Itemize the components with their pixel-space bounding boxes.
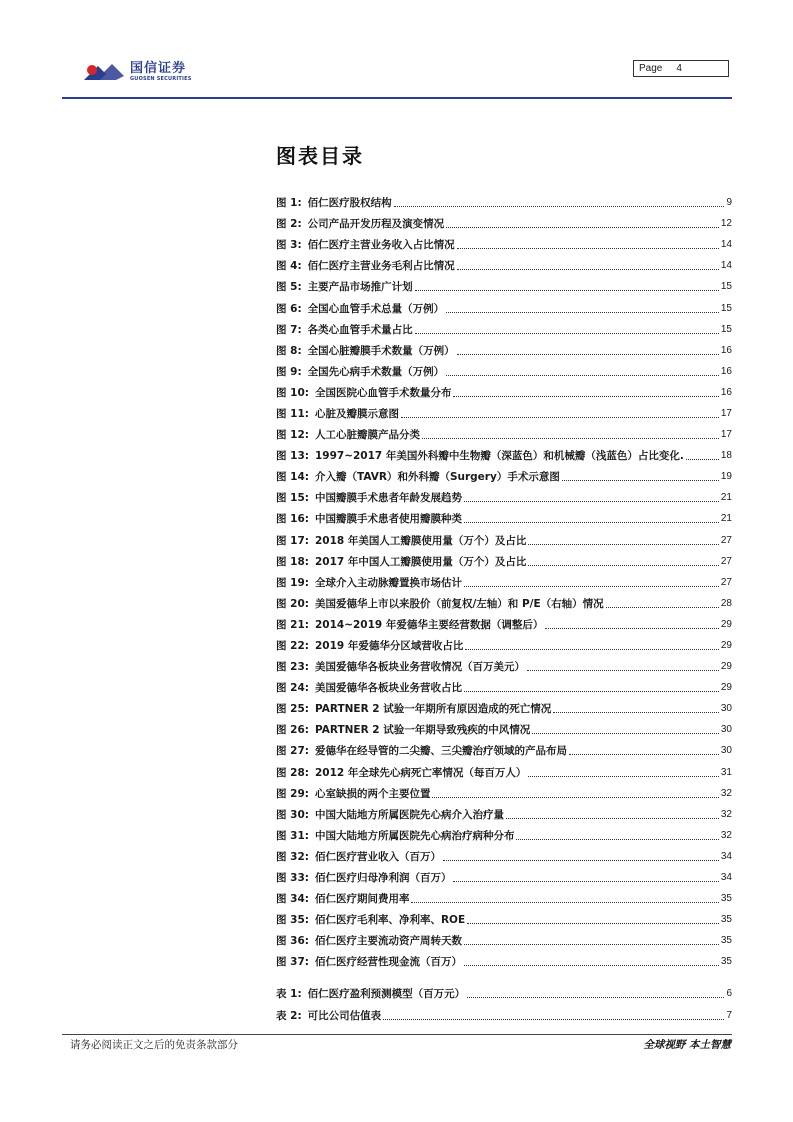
toc-entry-label: 图 23: <box>276 661 309 674</box>
toc-entry-label: 图 25: <box>276 703 309 716</box>
toc-entry-title: 介入瓣（TAVR）和外科瓣（Surgery）手术示意图 <box>314 471 560 484</box>
toc-entry-title: 全球介入主动脉瓣置换市场估计 <box>314 576 462 589</box>
toc-dot-leader <box>464 522 719 523</box>
toc-entry-label: 图 36: <box>276 935 309 948</box>
figure-toc-entry[interactable] <box>276 909 732 930</box>
toc-entry-title: 人工心脏瓣膜产品分类 <box>314 429 420 442</box>
toc-dot-leader <box>528 544 719 545</box>
toc-entry-label: 图 15: <box>276 492 309 505</box>
page-number: 4 <box>676 63 682 74</box>
table-toc-entry[interactable] <box>276 1005 732 1027</box>
figure-toc-entry[interactable] <box>276 297 732 318</box>
toc-entry-page: 16 <box>720 365 732 377</box>
toc-entry-title: 2014~2019 年爱德华主要经营数据（调整后） <box>314 618 544 631</box>
toc-dot-leader <box>457 354 719 355</box>
toc-entry-page: 30 <box>720 745 732 757</box>
figure-toc-entry[interactable] <box>276 951 732 972</box>
figure-toc-entry[interactable] <box>276 530 732 551</box>
toc-entry-page: 30 <box>720 724 732 736</box>
figure-toc-entry[interactable] <box>276 424 732 445</box>
toc-dot-leader <box>562 480 719 481</box>
toc-entry-title: 全国心脏瓣膜手术数量（万例） <box>307 344 455 357</box>
toc-entry-label: 图 3: <box>276 239 302 252</box>
toc-dot-leader <box>506 818 719 819</box>
figure-toc-entry[interactable] <box>276 255 732 276</box>
toc-entry-label: 图 5: <box>276 281 302 294</box>
toc-entry-page: 16 <box>720 344 732 356</box>
toc-entry-label: 图 30: <box>276 808 309 821</box>
toc-entry-page: 32 <box>720 808 732 820</box>
toc-dot-leader <box>443 860 719 861</box>
toc-entry-label: 图 9: <box>276 365 302 378</box>
toc-entry-page: 35 <box>720 956 732 968</box>
header-divider <box>62 97 732 99</box>
figure-toc-entry[interactable] <box>276 867 732 888</box>
toc-entry-page: 34 <box>720 872 732 884</box>
toc-entry-title: PARTNER 2 试验一年期所有原因造成的死亡情况 <box>314 703 552 716</box>
figure-toc-entry[interactable] <box>276 614 732 635</box>
figure-toc-entry[interactable] <box>276 551 732 572</box>
toc-dot-leader <box>415 290 719 291</box>
toc-entry-title: 中国大陆地方所属医院先心病介入治疗量 <box>314 808 504 821</box>
logo-english-name: GUOSEN SECURITIES <box>130 76 192 82</box>
toc-entry-label: 图 16: <box>276 513 309 526</box>
figure-toc-entry[interactable] <box>276 698 732 719</box>
toc-entry-page: 21 <box>720 513 732 525</box>
toc-entry-title: 心室缺损的两个主要位置 <box>314 787 431 800</box>
toc-entry-label: 图 12: <box>276 429 309 442</box>
toc-entry-title: 2018 年美国人工瓣膜使用量（万个）及占比 <box>314 534 527 547</box>
toc-entry-page: 35 <box>720 914 732 926</box>
toc-entry-title: 2012 年全球先心病死亡率情况（每百万人） <box>314 766 527 779</box>
toc-entry-page: 27 <box>720 555 732 567</box>
toc-entry-label: 图 35: <box>276 914 309 927</box>
figure-toc-entry[interactable] <box>276 635 732 656</box>
toc-entry-label: 图 14: <box>276 471 309 484</box>
toc-dot-leader <box>686 459 719 460</box>
toc-dot-leader <box>467 923 719 924</box>
toc-dot-leader <box>528 565 719 566</box>
toc-entry-page: 27 <box>720 576 732 588</box>
toc-dot-leader <box>446 375 719 376</box>
toc-entry-page: 32 <box>720 829 732 841</box>
toc-entry-label: 图 10: <box>276 386 309 399</box>
toc-entry-title: 美国爱德华各板块业务营收情况（百万美元） <box>314 661 525 674</box>
toc-entry-label: 图 20: <box>276 597 309 610</box>
toc-entry-title: 佰仁医疗股权结构 <box>307 197 392 210</box>
toc-entry-page: 28 <box>720 597 732 609</box>
figure-toc-entry[interactable] <box>276 825 732 846</box>
toc-entry-title: 佰仁医疗主营业务毛利占比情况 <box>307 260 455 273</box>
toc-entry-label: 图 18: <box>276 555 309 568</box>
toc-dot-leader <box>528 776 719 777</box>
toc-entry-label: 图 21: <box>276 618 309 631</box>
toc-dot-leader <box>446 227 719 228</box>
figure-toc-entry[interactable] <box>276 762 732 783</box>
toc-entry-title: 佰仁医疗归母净利润（百万） <box>314 872 452 885</box>
toc-entry-label: 图 37: <box>276 956 309 969</box>
figure-toc-entry[interactable] <box>276 593 732 614</box>
toc-entry-title: 1997~2017 年美国外科瓣中生物瓣（深蓝色）和机械瓣（浅蓝色）占比变化. <box>314 450 684 463</box>
toc-entry-page: 35 <box>720 935 732 947</box>
toc-entry-title: 中国大陆地方所属医院先心病治疗病种分布 <box>314 829 515 842</box>
toc-dot-leader <box>394 206 725 207</box>
figure-toc-entry[interactable] <box>276 656 732 677</box>
figure-toc-entry[interactable] <box>276 508 732 529</box>
toc-dot-leader <box>545 628 719 629</box>
toc-entry-label: 图 8: <box>276 344 302 357</box>
figure-toc-entry[interactable] <box>276 487 732 508</box>
figure-toc-entry[interactable] <box>276 276 732 297</box>
toc-dot-leader <box>411 902 718 903</box>
toc-entry-title: 佰仁医疗营业收入（百万） <box>314 850 441 863</box>
slogan-text: 全球视野 本土智慧 <box>643 1039 731 1051</box>
footer-divider <box>62 1034 732 1035</box>
figure-toc-entry[interactable] <box>276 445 732 466</box>
toc-dot-leader <box>464 586 719 587</box>
toc-dot-leader <box>453 881 718 882</box>
toc-entry-page: 17 <box>720 429 732 441</box>
toc-entry-label: 图 4: <box>276 260 302 273</box>
toc-entry-label: 图 27: <box>276 745 309 758</box>
toc-dot-leader <box>453 396 718 397</box>
toc-entry-page: 32 <box>720 787 732 799</box>
figure-toc-entry[interactable] <box>276 361 732 382</box>
toc-entry-label: 图 29: <box>276 787 309 800</box>
toc-entry-page: 30 <box>720 703 732 715</box>
toc-entry-page: 15 <box>720 302 732 314</box>
toc-entry-title: 心脏及瓣膜示意图 <box>314 407 399 420</box>
toc-dot-leader <box>527 670 719 671</box>
toc-entry-label: 图 1: <box>276 197 302 210</box>
toc-entry-page: 27 <box>720 534 732 546</box>
figure-toc-entry[interactable] <box>276 340 732 361</box>
toc-entry-page: 15 <box>720 281 732 293</box>
figure-toc-entry[interactable] <box>276 466 732 487</box>
toc-entry-title: 公司产品开发历程及演变情况 <box>307 218 445 231</box>
table-toc-entry[interactable] <box>276 983 732 1005</box>
toc-entry-title: 全国医院心血管手术数量分布 <box>314 386 452 399</box>
toc-entry-title: 佰仁医疗主营业务收入占比情况 <box>307 239 455 252</box>
toc-entry-title: 全国先心病手术数量（万例） <box>307 365 445 378</box>
toc-entry-page: 9 <box>726 197 732 209</box>
toc-entry-title: 美国爱德华上市以来股价（前复权/左轴）和 P/E（右轴）情况 <box>314 597 604 610</box>
figure-toc-entry[interactable] <box>276 846 732 867</box>
toc-entry-page: 31 <box>720 766 732 778</box>
toc-dot-leader <box>532 733 719 734</box>
toc-entry-page: 12 <box>720 218 732 230</box>
toc-dot-leader <box>606 607 719 608</box>
figure-toc-entry[interactable] <box>276 319 732 340</box>
guosen-logo-icon <box>82 60 126 84</box>
toc-entry-title: 全国心血管手术总量（万例） <box>307 302 445 315</box>
toc-entry-title: 爱德华在经导管的二尖瓣、三尖瓣治疗领域的产品布局 <box>314 745 567 758</box>
toc-dot-leader <box>553 712 719 713</box>
page-label: Page <box>639 63 663 74</box>
toc-entry-title: 中国瓣膜手术患者使用瓣膜种类 <box>314 513 462 526</box>
toc-entry-page: 29 <box>720 682 732 694</box>
toc-dot-leader <box>467 997 724 998</box>
toc-entry-page: 29 <box>720 640 732 652</box>
toc-entry-title: 各类心血管手术量占比 <box>307 323 413 336</box>
toc-entry-label: 图 34: <box>276 893 309 906</box>
toc-dot-leader <box>383 1019 724 1020</box>
toc-entry-title: 佰仁医疗期间费用率 <box>314 893 410 906</box>
toc-entry-label: 图 17: <box>276 534 309 547</box>
toc-entry-page: 15 <box>720 323 732 335</box>
toc-entry-title: 美国爱德华各板块业务营收占比 <box>314 682 462 695</box>
figure-toc-entry[interactable] <box>276 382 732 403</box>
toc-entry-label: 图 19: <box>276 576 309 589</box>
toc-entry-label: 图 26: <box>276 724 309 737</box>
toc-entry-page: 7 <box>726 1009 732 1021</box>
toc-entry-page: 19 <box>720 471 732 483</box>
figure-toc-entry[interactable] <box>276 234 732 255</box>
toc-dot-leader <box>465 649 719 650</box>
toc-dot-leader <box>464 691 719 692</box>
figure-toc-entry[interactable] <box>276 888 732 909</box>
toc-entry-label: 表 2: <box>276 1009 302 1022</box>
toc-entry-label: 图 28: <box>276 766 309 779</box>
toc-entry-title: 佰仁医疗盈利预测模型（百万元） <box>307 988 466 1001</box>
figure-toc-entry[interactable] <box>276 740 732 761</box>
toc-entry-title: 2017 年中国人工瓣膜使用量（万个）及占比 <box>314 555 527 568</box>
logo-chinese-name: 国信证券 <box>130 61 187 76</box>
toc-entry-label: 图 13: <box>276 450 309 463</box>
figure-toc-entry[interactable] <box>276 677 732 698</box>
figure-toc-entry[interactable] <box>276 783 732 804</box>
figure-toc-entry[interactable] <box>276 192 732 213</box>
toc-dot-leader <box>446 312 719 313</box>
figure-list <box>276 192 732 972</box>
toc-entry-title: 佰仁医疗毛利率、净利率、ROE <box>314 914 466 927</box>
toc-entry-label: 图 6: <box>276 302 302 315</box>
toc-entry-page: 14 <box>720 239 732 251</box>
toc-dot-leader <box>432 797 718 798</box>
disclaimer-text: 请务必阅读正文之后的免责条款部分 <box>70 1039 238 1051</box>
toc-dot-leader <box>464 965 719 966</box>
company-logo <box>82 58 222 86</box>
toc-entry-page: 17 <box>720 407 732 419</box>
toc-entry-label: 图 31: <box>276 829 309 842</box>
toc-entry-label: 图 22: <box>276 640 309 653</box>
toc-entry-label: 图 33: <box>276 872 309 885</box>
toc-dot-leader <box>422 438 719 439</box>
page-title: 图表目录 <box>276 144 364 168</box>
toc-entry-title: 佰仁医疗主要流动资产周转天数 <box>314 935 462 948</box>
toc-entry-title: 佰仁医疗经营性现金流（百万） <box>314 956 462 969</box>
toc-dot-leader <box>569 754 719 755</box>
toc-entry-page: 6 <box>726 988 732 1000</box>
toc-entry-title: 2019 年爱德华分区域营收占比 <box>314 640 464 653</box>
figure-toc-entry[interactable] <box>276 719 732 740</box>
toc-entry-title: 中国瓣膜手术患者年龄发展趋势 <box>314 492 462 505</box>
toc-dot-leader <box>457 248 719 249</box>
toc-entry-page: 35 <box>720 893 732 905</box>
toc-dot-leader <box>464 501 719 502</box>
toc-entry-label: 图 32: <box>276 850 309 863</box>
toc-dot-leader <box>516 839 718 840</box>
toc-entry-title: 可比公司估值表 <box>307 1009 382 1022</box>
figure-toc-entry[interactable] <box>276 213 732 234</box>
toc-entry-label: 图 7: <box>276 323 302 336</box>
toc-entry-title: 主要产品市场推广计划 <box>307 281 413 294</box>
figure-toc-entry[interactable] <box>276 403 732 424</box>
toc-entry-page: 29 <box>720 618 732 630</box>
toc-dot-leader <box>464 944 719 945</box>
toc-entry-label: 图 11: <box>276 407 309 420</box>
toc-entry-page: 16 <box>720 386 732 398</box>
toc-entry-label: 表 1: <box>276 988 302 1001</box>
toc-dot-leader <box>457 269 719 270</box>
figure-toc-entry[interactable] <box>276 572 732 593</box>
toc-entry-page: 14 <box>720 260 732 272</box>
toc-entry-title: PARTNER 2 试验一年期导致残疾的中风情况 <box>314 724 531 737</box>
toc-entry-label: 图 2: <box>276 218 302 231</box>
toc-entry-page: 21 <box>720 492 732 504</box>
toc-entry-page: 18 <box>720 450 732 462</box>
toc-dot-leader <box>401 417 719 418</box>
table-list <box>276 983 732 1026</box>
toc-entry-page: 34 <box>720 850 732 862</box>
toc-entry-page: 29 <box>720 661 732 673</box>
page-indicator <box>633 60 729 77</box>
figure-toc-entry[interactable] <box>276 804 732 825</box>
toc-dot-leader <box>415 333 719 334</box>
toc-entry-label: 图 24: <box>276 682 309 695</box>
figure-toc-entry[interactable] <box>276 930 732 951</box>
